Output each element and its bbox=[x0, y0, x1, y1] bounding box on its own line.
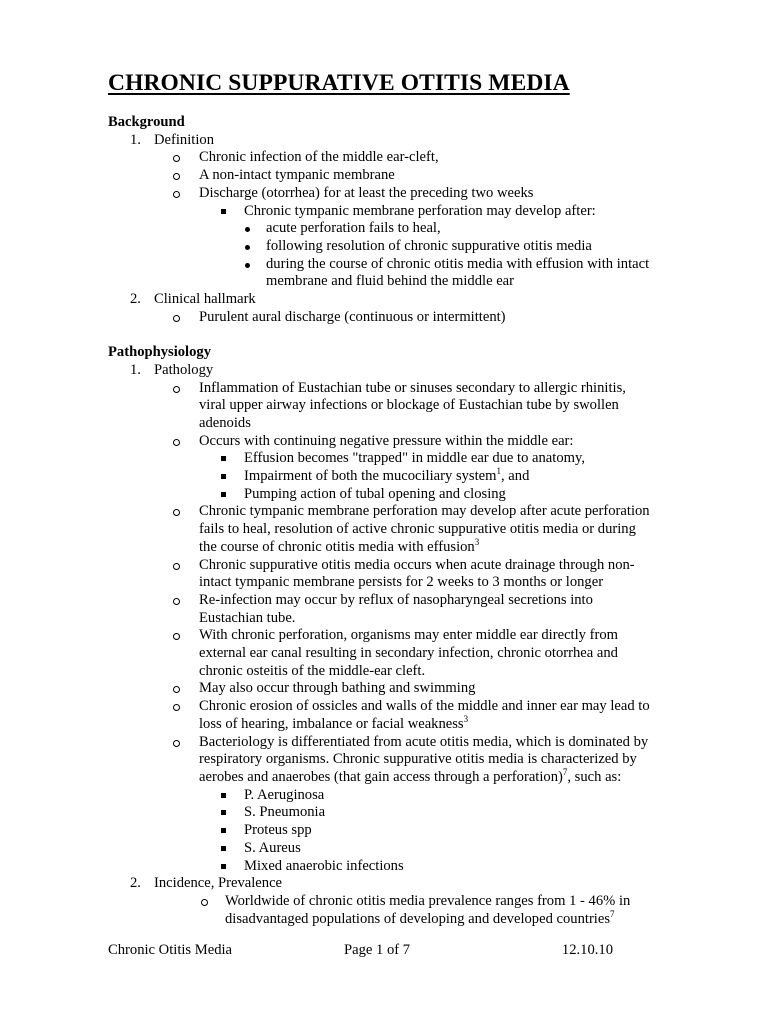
list-item-organism: S. Aureus bbox=[108, 840, 668, 858]
square-bullet-icon bbox=[221, 492, 226, 497]
document-title: CHRONIC SUPPURATIVE OTITIS MEDIA bbox=[108, 70, 570, 96]
list-item-incidence: 2. Incidence, Prevalence bbox=[130, 875, 283, 892]
square-bullet-icon bbox=[221, 474, 226, 479]
document-body bbox=[108, 114, 668, 928]
list-item-clinical-hallmark: 2. Clinical hallmark bbox=[130, 291, 256, 308]
list-item: following resolution of chronic suppurative otitis media bbox=[108, 238, 668, 256]
list-item: Discharge (otorrhea) for at least the preceding two weeks bbox=[108, 185, 668, 203]
footer-document-name: Chronic Otitis Media bbox=[108, 942, 233, 958]
circle-bullet-icon bbox=[173, 315, 180, 322]
circle-bullet-icon bbox=[173, 191, 180, 198]
circle-bullet-icon bbox=[173, 386, 180, 393]
dot-bullet-icon bbox=[245, 263, 250, 268]
list-item: Bacteriology is differentiated from acute otitis media, which is dominated by respiratory organisms. Chronic suppurative otitis media is characterized by aerobes and anaerobes (that gain access through a perforation)$^7$, such as: bbox=[108, 734, 661, 787]
square-bullet-icon bbox=[221, 810, 226, 815]
list-item: Occurs with continuing negative pressure within the middle ear: bbox=[108, 433, 668, 451]
square-bullet-icon bbox=[221, 209, 226, 214]
circle-bullet-icon bbox=[173, 633, 180, 640]
footer-page-number: Page 1 of 7 bbox=[344, 942, 411, 958]
list-item-definition: 1. Definition bbox=[130, 131, 214, 148]
list-item: Worldwide of chronic otitis media prevalence ranges from 1 - 46% in disadvantaged populations of developing and developed countries$^7$ bbox=[108, 893, 645, 928]
dot-bullet-icon bbox=[245, 227, 250, 232]
list-item: A non-intact tympanic membrane bbox=[108, 167, 668, 185]
list-item: Chronic suppurative otitis media occurs when acute drainage through non-intact tympanic membrane persists for 2 weeks to 3 months or longer bbox=[108, 557, 659, 592]
list-item-organism: Mixed anaerobic infections bbox=[108, 858, 668, 876]
circle-bullet-icon bbox=[173, 155, 180, 162]
square-bullet-icon bbox=[221, 793, 226, 798]
footer-date: 12.10.10 bbox=[561, 942, 613, 958]
circle-bullet-icon bbox=[173, 439, 180, 446]
circle-bullet-icon bbox=[201, 899, 208, 906]
list-item: Chronic infection of the middle ear-cleft, bbox=[108, 149, 668, 167]
list-item: Impairment of both the mucociliary system$^1$, and bbox=[108, 468, 668, 486]
square-bullet-icon bbox=[221, 456, 226, 461]
list-item: Chronic erosion of ossicles and walls of the middle and inner ear may lead to loss of hearing, imbalance or facial weakness$^3$ bbox=[108, 698, 653, 733]
list-item: With chronic perforation, organisms may enter middle ear directly from external ear canal resulting in secondary infection, chronic otorrhea and chronic osteitis of the middle-ear cleft. bbox=[108, 627, 653, 680]
list-item: May also occur through bathing and swimming bbox=[108, 680, 668, 698]
square-bullet-icon bbox=[221, 864, 226, 869]
list-item-organism: Proteus spp bbox=[108, 822, 668, 840]
list-item: Re-infection may occur by reflux of nasopharyngeal secretions into Eustachian tube. bbox=[108, 592, 653, 627]
circle-bullet-icon bbox=[173, 740, 180, 747]
circle-bullet-icon bbox=[173, 563, 180, 570]
list-item-pathology: 1. Pathology bbox=[130, 361, 214, 378]
list-item-organism: S. Pneumonia bbox=[108, 804, 668, 822]
square-bullet-icon bbox=[221, 828, 226, 833]
list-item: Inflammation of Eustachian tube or sinuses secondary to allergic rhinitis, viral upper airway infections or blockage of Eustachian tube by swollen adenoids bbox=[108, 380, 653, 433]
list-item: Chronic tympanic membrane perforation may develop after acute perforation fails to heal, resolution of active chronic suppurative otitis media or during the course of chronic otitis media with effusion$^3$ bbox=[108, 503, 653, 556]
circle-bullet-icon bbox=[173, 173, 180, 180]
list-item: acute perforation fails to heal, bbox=[108, 220, 668, 238]
circle-bullet-icon bbox=[173, 686, 180, 693]
list-item: Effusion becomes "trapped" in middle ear due to anatomy, bbox=[108, 450, 668, 468]
dot-bullet-icon bbox=[245, 245, 250, 250]
list-item: Purulent aural discharge (continuous or intermittent) bbox=[108, 309, 668, 327]
page-footer bbox=[108, 942, 613, 962]
list-item-organism: P. Aeruginosa bbox=[108, 787, 668, 805]
section-heading-pathophysiology: Pathophysiology bbox=[108, 344, 211, 361]
section-heading-background: Background bbox=[108, 114, 185, 130]
circle-bullet-icon bbox=[173, 704, 180, 711]
list-item: Pumping action of tubal opening and closing bbox=[108, 486, 668, 504]
circle-bullet-icon bbox=[173, 598, 180, 605]
list-item: during the course of chronic otitis media with effusion with intact membrane and fluid behind the middle ear bbox=[108, 256, 661, 291]
list-item: Chronic tympanic membrane perforation may develop after: bbox=[108, 203, 668, 221]
circle-bullet-icon bbox=[173, 509, 180, 516]
square-bullet-icon bbox=[221, 846, 226, 851]
